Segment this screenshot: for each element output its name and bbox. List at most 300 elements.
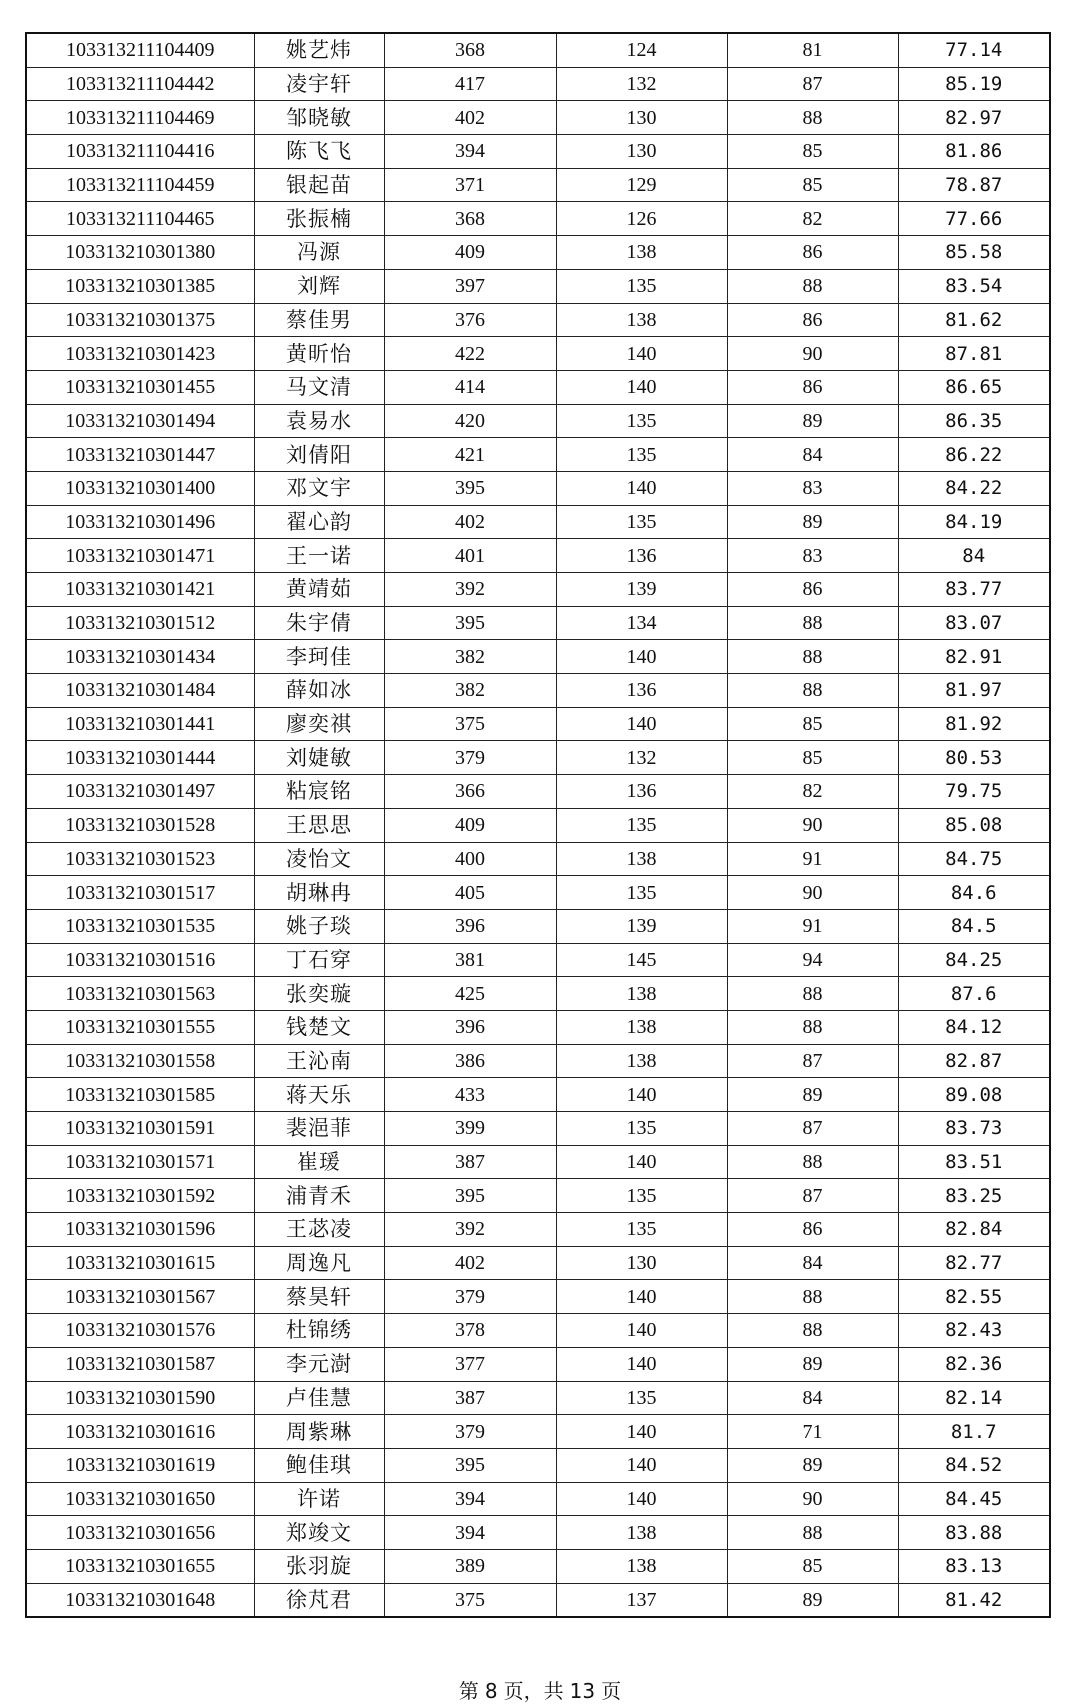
score-2-cell: 138 [556, 236, 727, 270]
score-1-cell: 379 [384, 1415, 556, 1449]
score-table [25, 32, 1051, 1618]
candidate-name-cell: 翟心韵 [254, 505, 384, 539]
candidate-name-cell: 黄昕怡 [254, 337, 384, 371]
table-row [26, 1246, 1050, 1280]
score-2-cell: 136 [556, 775, 727, 809]
score-3-cell: 88 [727, 1010, 898, 1044]
total-score-cell: 84.75 [898, 842, 1050, 876]
candidate-id-cell: 103313210301648 [26, 1583, 254, 1617]
total-score-cell: 81.92 [898, 707, 1050, 741]
candidate-id-cell: 103313210301455 [26, 370, 254, 404]
candidate-name-cell: 王思思 [254, 808, 384, 842]
score-3-cell: 86 [727, 370, 898, 404]
candidate-name-cell: 陈飞飞 [254, 135, 384, 169]
candidate-name-cell: 卢佳慧 [254, 1381, 384, 1415]
total-score-cell: 83.07 [898, 606, 1050, 640]
score-1-cell: 366 [384, 775, 556, 809]
table-row [26, 909, 1050, 943]
candidate-id-cell: 103313210301585 [26, 1078, 254, 1112]
candidate-id-cell: 103313210301421 [26, 573, 254, 607]
candidate-id-cell: 103313210301434 [26, 640, 254, 674]
table-row [26, 1314, 1050, 1348]
candidate-id-cell: 103313211104465 [26, 202, 254, 236]
candidate-id-cell: 103313211104416 [26, 135, 254, 169]
score-3-cell: 89 [727, 1078, 898, 1112]
score-3-cell: 85 [727, 135, 898, 169]
candidate-name-cell: 凌怡文 [254, 842, 384, 876]
table-row [26, 1044, 1050, 1078]
score-3-cell: 86 [727, 303, 898, 337]
table-row [26, 269, 1050, 303]
candidate-id-cell: 103313210301567 [26, 1280, 254, 1314]
total-score-cell: 85.08 [898, 808, 1050, 842]
score-3-cell: 82 [727, 775, 898, 809]
score-3-cell: 89 [727, 1347, 898, 1381]
candidate-id-cell: 103313210301385 [26, 269, 254, 303]
score-1-cell: 395 [384, 1448, 556, 1482]
candidate-id-cell: 103313210301555 [26, 1010, 254, 1044]
total-score-cell: 86.22 [898, 438, 1050, 472]
candidate-id-cell: 103313211104442 [26, 67, 254, 101]
score-3-cell: 88 [727, 101, 898, 135]
score-2-cell: 140 [556, 1078, 727, 1112]
footer-total-pages: 13 [569, 1679, 596, 1703]
score-2-cell: 140 [556, 1448, 727, 1482]
total-score-cell: 84.19 [898, 505, 1050, 539]
score-3-cell: 88 [727, 1516, 898, 1550]
score-3-cell: 87 [727, 1112, 898, 1146]
candidate-name-cell: 蔡昊轩 [254, 1280, 384, 1314]
table-row [26, 1280, 1050, 1314]
table-row [26, 674, 1050, 708]
score-2-cell: 124 [556, 33, 727, 67]
table-row [26, 1583, 1050, 1617]
total-score-cell: 81.97 [898, 674, 1050, 708]
score-3-cell: 91 [727, 842, 898, 876]
total-score-cell: 84.45 [898, 1482, 1050, 1516]
score-2-cell: 137 [556, 1583, 727, 1617]
score-2-cell: 140 [556, 1482, 727, 1516]
score-2-cell: 135 [556, 438, 727, 472]
candidate-id-cell: 103313211104459 [26, 168, 254, 202]
table-row [26, 606, 1050, 640]
candidate-id-cell: 103313210301516 [26, 943, 254, 977]
score-2-cell: 140 [556, 337, 727, 371]
score-1-cell: 389 [384, 1549, 556, 1583]
table-row [26, 741, 1050, 775]
table-row [26, 1347, 1050, 1381]
score-3-cell: 83 [727, 539, 898, 573]
candidate-id-cell: 103313210301494 [26, 404, 254, 438]
score-3-cell: 90 [727, 876, 898, 910]
total-score-cell: 82.14 [898, 1381, 1050, 1415]
candidate-id-cell: 103313210301616 [26, 1415, 254, 1449]
score-2-cell: 132 [556, 741, 727, 775]
score-2-cell: 129 [556, 168, 727, 202]
score-1-cell: 387 [384, 1145, 556, 1179]
total-score-cell: 82.97 [898, 101, 1050, 135]
score-1-cell: 392 [384, 573, 556, 607]
total-score-cell: 82.36 [898, 1347, 1050, 1381]
score-3-cell: 89 [727, 1448, 898, 1482]
score-2-cell: 140 [556, 1347, 727, 1381]
candidate-id-cell: 103313210301484 [26, 674, 254, 708]
candidate-id-cell: 103313210301380 [26, 236, 254, 270]
table-row [26, 943, 1050, 977]
score-1-cell: 392 [384, 1213, 556, 1247]
table-row [26, 1112, 1050, 1146]
candidate-id-cell: 103313210301528 [26, 808, 254, 842]
total-score-cell: 78.87 [898, 168, 1050, 202]
candidate-id-cell: 103313210301650 [26, 1482, 254, 1516]
score-2-cell: 130 [556, 1246, 727, 1280]
score-2-cell: 136 [556, 674, 727, 708]
total-score-cell: 85.58 [898, 236, 1050, 270]
candidate-name-cell: 蔡佳男 [254, 303, 384, 337]
total-score-cell: 81.62 [898, 303, 1050, 337]
table-row [26, 1482, 1050, 1516]
candidate-id-cell: 103313210301558 [26, 1044, 254, 1078]
score-3-cell: 81 [727, 33, 898, 67]
score-2-cell: 138 [556, 303, 727, 337]
score-1-cell: 395 [384, 1179, 556, 1213]
table-row [26, 33, 1050, 67]
score-1-cell: 368 [384, 33, 556, 67]
score-1-cell: 409 [384, 236, 556, 270]
table-row [26, 438, 1050, 472]
score-1-cell: 395 [384, 471, 556, 505]
candidate-name-cell: 崔瑗 [254, 1145, 384, 1179]
score-3-cell: 83 [727, 471, 898, 505]
total-score-cell: 86.35 [898, 404, 1050, 438]
score-2-cell: 132 [556, 67, 727, 101]
candidate-name-cell: 马文清 [254, 370, 384, 404]
candidate-id-cell: 103313210301656 [26, 1516, 254, 1550]
footer-suffix: 页 [601, 1679, 622, 1703]
total-score-cell: 82.55 [898, 1280, 1050, 1314]
score-3-cell: 85 [727, 168, 898, 202]
candidate-id-cell: 103313210301535 [26, 909, 254, 943]
score-1-cell: 405 [384, 876, 556, 910]
candidate-id-cell: 103313210301523 [26, 842, 254, 876]
score-2-cell: 140 [556, 1280, 727, 1314]
table-row [26, 337, 1050, 371]
candidate-id-cell: 103313210301444 [26, 741, 254, 775]
table-row [26, 775, 1050, 809]
table-row [26, 1213, 1050, 1247]
score-3-cell: 87 [727, 67, 898, 101]
score-1-cell: 381 [384, 943, 556, 977]
candidate-id-cell: 103313210301471 [26, 539, 254, 573]
score-1-cell: 400 [384, 842, 556, 876]
score-2-cell: 135 [556, 1213, 727, 1247]
total-score-cell: 83.54 [898, 269, 1050, 303]
score-1-cell: 368 [384, 202, 556, 236]
score-3-cell: 86 [727, 236, 898, 270]
score-3-cell: 71 [727, 1415, 898, 1449]
total-score-cell: 83.13 [898, 1549, 1050, 1583]
total-score-cell: 84.12 [898, 1010, 1050, 1044]
score-3-cell: 87 [727, 1179, 898, 1213]
table-row [26, 573, 1050, 607]
total-score-cell: 82.91 [898, 640, 1050, 674]
score-1-cell: 402 [384, 101, 556, 135]
score-3-cell: 84 [727, 438, 898, 472]
candidate-name-cell: 李元澍 [254, 1347, 384, 1381]
score-2-cell: 135 [556, 404, 727, 438]
total-score-cell: 84.25 [898, 943, 1050, 977]
candidate-name-cell: 冯源 [254, 236, 384, 270]
score-3-cell: 86 [727, 573, 898, 607]
candidate-name-cell: 王一诺 [254, 539, 384, 573]
table-row [26, 404, 1050, 438]
table-row [26, 236, 1050, 270]
total-score-cell: 82.43 [898, 1314, 1050, 1348]
score-2-cell: 138 [556, 1044, 727, 1078]
candidate-name-cell: 徐芃君 [254, 1583, 384, 1617]
table-row [26, 135, 1050, 169]
score-2-cell: 135 [556, 269, 727, 303]
score-2-cell: 135 [556, 505, 727, 539]
table-row [26, 1381, 1050, 1415]
score-1-cell: 394 [384, 1516, 556, 1550]
candidate-name-cell: 刘婕敏 [254, 741, 384, 775]
score-1-cell: 376 [384, 303, 556, 337]
score-3-cell: 87 [727, 1044, 898, 1078]
total-score-cell: 82.84 [898, 1213, 1050, 1247]
candidate-name-cell: 鲍佳琪 [254, 1448, 384, 1482]
table-row [26, 1516, 1050, 1550]
table-row [26, 808, 1050, 842]
candidate-id-cell: 103313210301375 [26, 303, 254, 337]
candidate-id-cell: 103313210301447 [26, 438, 254, 472]
candidate-id-cell: 103313210301590 [26, 1381, 254, 1415]
score-2-cell: 126 [556, 202, 727, 236]
candidate-name-cell: 廖奕祺 [254, 707, 384, 741]
score-2-cell: 140 [556, 471, 727, 505]
total-score-cell: 77.14 [898, 33, 1050, 67]
score-1-cell: 379 [384, 1280, 556, 1314]
candidate-id-cell: 103313210301512 [26, 606, 254, 640]
score-2-cell: 138 [556, 1010, 727, 1044]
score-2-cell: 135 [556, 1179, 727, 1213]
score-3-cell: 90 [727, 1482, 898, 1516]
candidate-name-cell: 王沁南 [254, 1044, 384, 1078]
candidate-id-cell: 103313210301497 [26, 775, 254, 809]
score-1-cell: 401 [384, 539, 556, 573]
score-1-cell: 387 [384, 1381, 556, 1415]
total-score-cell: 85.19 [898, 67, 1050, 101]
table-row [26, 67, 1050, 101]
score-1-cell: 422 [384, 337, 556, 371]
total-score-cell: 84 [898, 539, 1050, 573]
total-score-cell: 77.66 [898, 202, 1050, 236]
total-score-cell: 84.5 [898, 909, 1050, 943]
candidate-name-cell: 刘辉 [254, 269, 384, 303]
score-1-cell: 425 [384, 977, 556, 1011]
table-row [26, 1179, 1050, 1213]
candidate-name-cell: 杜锦绣 [254, 1314, 384, 1348]
total-score-cell: 82.87 [898, 1044, 1050, 1078]
candidate-id-cell: 103313211104469 [26, 101, 254, 135]
score-3-cell: 89 [727, 1583, 898, 1617]
table-row [26, 1010, 1050, 1044]
candidate-name-cell: 姚子琰 [254, 909, 384, 943]
total-score-cell: 84.22 [898, 471, 1050, 505]
candidate-name-cell: 姚艺炜 [254, 33, 384, 67]
score-3-cell: 84 [727, 1246, 898, 1280]
table-row [26, 202, 1050, 236]
score-2-cell: 135 [556, 1112, 727, 1146]
score-3-cell: 85 [727, 707, 898, 741]
candidate-name-cell: 张振楠 [254, 202, 384, 236]
total-score-cell: 81.42 [898, 1583, 1050, 1617]
table-row [26, 370, 1050, 404]
candidate-id-cell: 103313210301587 [26, 1347, 254, 1381]
score-2-cell: 138 [556, 1549, 727, 1583]
candidate-name-cell: 朱宇倩 [254, 606, 384, 640]
score-3-cell: 88 [727, 977, 898, 1011]
total-score-cell: 81.86 [898, 135, 1050, 169]
candidate-name-cell: 蒋天乐 [254, 1078, 384, 1112]
total-score-cell: 83.51 [898, 1145, 1050, 1179]
score-2-cell: 140 [556, 1415, 727, 1449]
candidate-name-cell: 许诺 [254, 1482, 384, 1516]
score-3-cell: 85 [727, 741, 898, 775]
table-row [26, 1078, 1050, 1112]
total-score-cell: 83.88 [898, 1516, 1050, 1550]
candidate-name-cell: 黄靖茹 [254, 573, 384, 607]
total-score-cell: 83.77 [898, 573, 1050, 607]
score-2-cell: 140 [556, 707, 727, 741]
candidate-id-cell: 103313210301571 [26, 1145, 254, 1179]
score-1-cell: 417 [384, 67, 556, 101]
total-score-cell: 81.7 [898, 1415, 1050, 1449]
candidate-id-cell: 103313210301592 [26, 1179, 254, 1213]
candidate-name-cell: 邓文宇 [254, 471, 384, 505]
score-1-cell: 371 [384, 168, 556, 202]
score-3-cell: 91 [727, 909, 898, 943]
table-row [26, 977, 1050, 1011]
candidate-name-cell: 张羽旋 [254, 1549, 384, 1583]
table-row [26, 505, 1050, 539]
total-score-cell: 87.81 [898, 337, 1050, 371]
score-3-cell: 90 [727, 337, 898, 371]
table-row [26, 707, 1050, 741]
total-score-cell: 82.77 [898, 1246, 1050, 1280]
score-1-cell: 409 [384, 808, 556, 842]
table-row [26, 168, 1050, 202]
score-2-cell: 139 [556, 573, 727, 607]
candidate-name-cell: 粘宸铭 [254, 775, 384, 809]
candidate-name-cell: 周紫琳 [254, 1415, 384, 1449]
footer-page-number: 8 [484, 1679, 498, 1703]
score-3-cell: 89 [727, 404, 898, 438]
score-2-cell: 138 [556, 977, 727, 1011]
candidate-id-cell: 103313210301423 [26, 337, 254, 371]
score-2-cell: 136 [556, 539, 727, 573]
candidate-id-cell: 103313210301400 [26, 471, 254, 505]
total-score-cell: 84.52 [898, 1448, 1050, 1482]
table-row [26, 640, 1050, 674]
total-score-cell: 83.25 [898, 1179, 1050, 1213]
candidate-id-cell: 103313210301563 [26, 977, 254, 1011]
score-1-cell: 414 [384, 370, 556, 404]
score-2-cell: 135 [556, 1381, 727, 1415]
footer-middle: 页，共 [503, 1679, 564, 1703]
score-2-cell: 145 [556, 943, 727, 977]
total-score-cell: 89.08 [898, 1078, 1050, 1112]
candidate-name-cell: 胡琳冉 [254, 876, 384, 910]
score-3-cell: 88 [727, 1280, 898, 1314]
score-1-cell: 395 [384, 606, 556, 640]
score-3-cell: 88 [727, 1314, 898, 1348]
score-1-cell: 375 [384, 707, 556, 741]
score-3-cell: 88 [727, 674, 898, 708]
total-score-cell: 79.75 [898, 775, 1050, 809]
score-2-cell: 140 [556, 640, 727, 674]
candidate-name-cell: 裴浥菲 [254, 1112, 384, 1146]
score-3-cell: 90 [727, 808, 898, 842]
score-3-cell: 88 [727, 640, 898, 674]
candidate-id-cell: 103313210301576 [26, 1314, 254, 1348]
score-2-cell: 134 [556, 606, 727, 640]
score-2-cell: 139 [556, 909, 727, 943]
score-2-cell: 135 [556, 876, 727, 910]
candidate-name-cell: 凌宇轩 [254, 67, 384, 101]
score-1-cell: 433 [384, 1078, 556, 1112]
candidate-name-cell: 周逸凡 [254, 1246, 384, 1280]
score-1-cell: 420 [384, 404, 556, 438]
score-2-cell: 140 [556, 1314, 727, 1348]
candidate-name-cell: 袁易水 [254, 404, 384, 438]
score-1-cell: 397 [384, 269, 556, 303]
candidate-name-cell: 王苾凌 [254, 1213, 384, 1247]
candidate-name-cell: 薛如冰 [254, 674, 384, 708]
score-2-cell: 138 [556, 842, 727, 876]
table-row [26, 539, 1050, 573]
total-score-cell: 83.73 [898, 1112, 1050, 1146]
table-row [26, 876, 1050, 910]
score-3-cell: 88 [727, 269, 898, 303]
score-1-cell: 399 [384, 1112, 556, 1146]
candidate-name-cell: 银起苗 [254, 168, 384, 202]
footer-prefix: 第 [458, 1679, 479, 1703]
table-row [26, 101, 1050, 135]
score-3-cell: 85 [727, 1549, 898, 1583]
total-score-cell: 80.53 [898, 741, 1050, 775]
score-2-cell: 140 [556, 1145, 727, 1179]
table-row [26, 1549, 1050, 1583]
score-1-cell: 379 [384, 741, 556, 775]
score-2-cell: 140 [556, 370, 727, 404]
score-3-cell: 88 [727, 1145, 898, 1179]
score-1-cell: 396 [384, 909, 556, 943]
score-2-cell: 138 [556, 1516, 727, 1550]
table-row [26, 303, 1050, 337]
score-2-cell: 135 [556, 808, 727, 842]
score-1-cell: 386 [384, 1044, 556, 1078]
score-1-cell: 394 [384, 1482, 556, 1516]
total-score-cell: 87.6 [898, 977, 1050, 1011]
table-row [26, 1145, 1050, 1179]
candidate-id-cell: 103313210301591 [26, 1112, 254, 1146]
score-1-cell: 402 [384, 1246, 556, 1280]
score-1-cell: 375 [384, 1583, 556, 1617]
candidate-name-cell: 钱楚文 [254, 1010, 384, 1044]
total-score-cell: 84.6 [898, 876, 1050, 910]
total-score-cell: 86.65 [898, 370, 1050, 404]
